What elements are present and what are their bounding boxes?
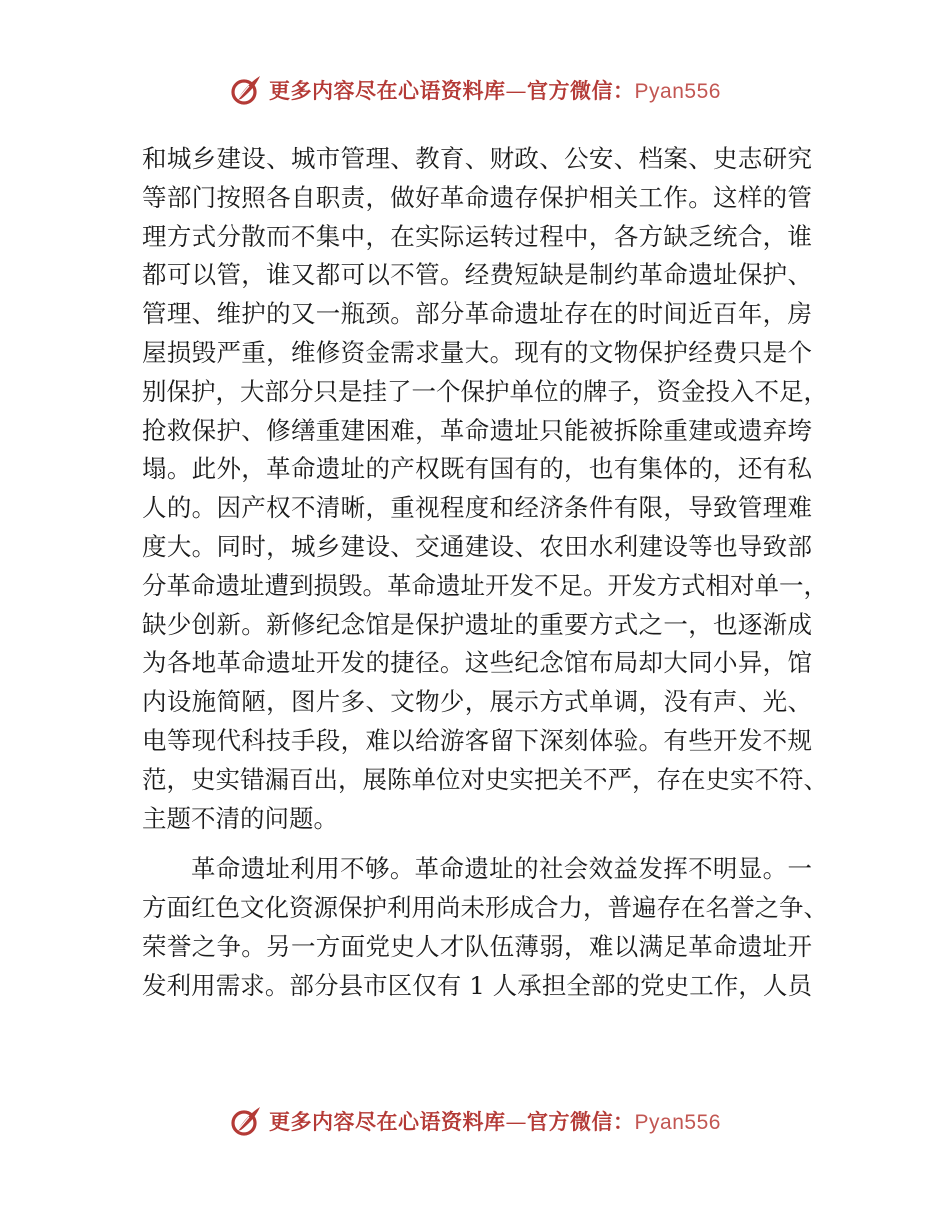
- text-line: 电等现代科技手段，难以给游客留下深刻体验。有些开发不规: [142, 725, 812, 755]
- text-line: 和城乡建设、城市管理、教育、财政、公安、档案、史志研究: [142, 144, 812, 173]
- text-line: 等部门按照各自职责，做好革命遗存保护相关工作。这样的管: [142, 182, 812, 212]
- paragraph-1: [142, 140, 828, 838]
- header-banner-text: [269, 75, 721, 105]
- text-line: 别保护，大部分只是挂了一个保护单位的牌子，资金投入不足，: [142, 376, 828, 406]
- header-banner: [0, 70, 950, 110]
- footer-banner-dash: —: [505, 1110, 528, 1134]
- text-line: 发利用需求。部分县市区仅有 1 人承担全部的党史工作，人员: [142, 970, 812, 1000]
- footer-banner-wechat-label: 官方微信：: [527, 1109, 635, 1134]
- text-line: 革命遗址利用不够。革命遗址的社会效益发挥不明显。一: [191, 854, 812, 884]
- text-line: 为各地革命遗址开发的捷径。这些纪念馆布局却大同小异，馆: [142, 648, 812, 678]
- header-banner-dash: —: [505, 79, 528, 103]
- text-line: 屋损毁严重，维修资金需求量大。现有的文物保护经费只是个: [142, 337, 812, 367]
- text-line: 理方式分散而不集中，在实际运转过程中，各方缺乏统合，谁: [142, 221, 812, 251]
- quill-pen-logo-icon: [229, 1104, 263, 1138]
- paragraph-2: [142, 850, 828, 1005]
- text-line: 范，史实错漏百出，展陈单位对史实把关不严，存在史实不符、: [142, 764, 828, 794]
- header-banner-wechat-label: 官方微信：: [527, 78, 635, 103]
- text-line: 主题不清的问题。: [142, 803, 338, 833]
- text-line: 管理、维护的又一瓶颈。部分革命遗址存在的时间近百年，房: [142, 299, 812, 329]
- text-line: 内设施简陋，图片多、文物少，展示方式单调，没有声、光、: [142, 687, 812, 717]
- document-body: [142, 140, 828, 1006]
- text-line: 缺少创新。新修纪念馆是保护遗址的重要方式之一，也逐渐成: [142, 609, 812, 639]
- text-line: 塌。此外，革命遗址的产权既有国有的，也有集体的，还有私: [142, 454, 812, 484]
- text-line: 都可以管，谁又都可以不管。经费短缺是制约革命遗址保护、: [142, 260, 812, 290]
- text-line: 人的。因产权不清晰，重视程度和经济条件有限，导致管理难: [142, 493, 812, 523]
- paragraph-gap: [142, 838, 812, 850]
- text-line: 抢救保护、修缮重建困难，革命遗址只能被拆除重建或遗弃垮: [142, 415, 812, 445]
- quill-pen-logo-icon: [229, 73, 263, 107]
- footer-banner-inner: [229, 1104, 721, 1138]
- footer-banner-slogan: 更多内容尽在心语资料库: [269, 1109, 506, 1134]
- text-line: 方面红色文化资源保护利用尚未形成合力，普遍存在名誉之争、: [142, 893, 828, 923]
- header-banner-inner: [229, 73, 721, 107]
- text-line: 荣誉之争。另一方面党史人才队伍薄弱，难以满足革命遗址开: [142, 931, 812, 961]
- text-line: 分革命遗址遭到损毁。革命遗址开发不足。开发方式相对单一，: [142, 570, 828, 600]
- text-line: 度大。同时，城乡建设、交通建设、农田水利建设等也导致部: [142, 531, 812, 561]
- header-banner-wechat-id: Pyan556: [634, 80, 721, 103]
- footer-banner-wechat-id: Pyan556: [634, 1111, 721, 1134]
- header-banner-slogan: 更多内容尽在心语资料库: [269, 78, 506, 103]
- footer-banner-text: [269, 1106, 721, 1136]
- footer-banner: [0, 1101, 950, 1141]
